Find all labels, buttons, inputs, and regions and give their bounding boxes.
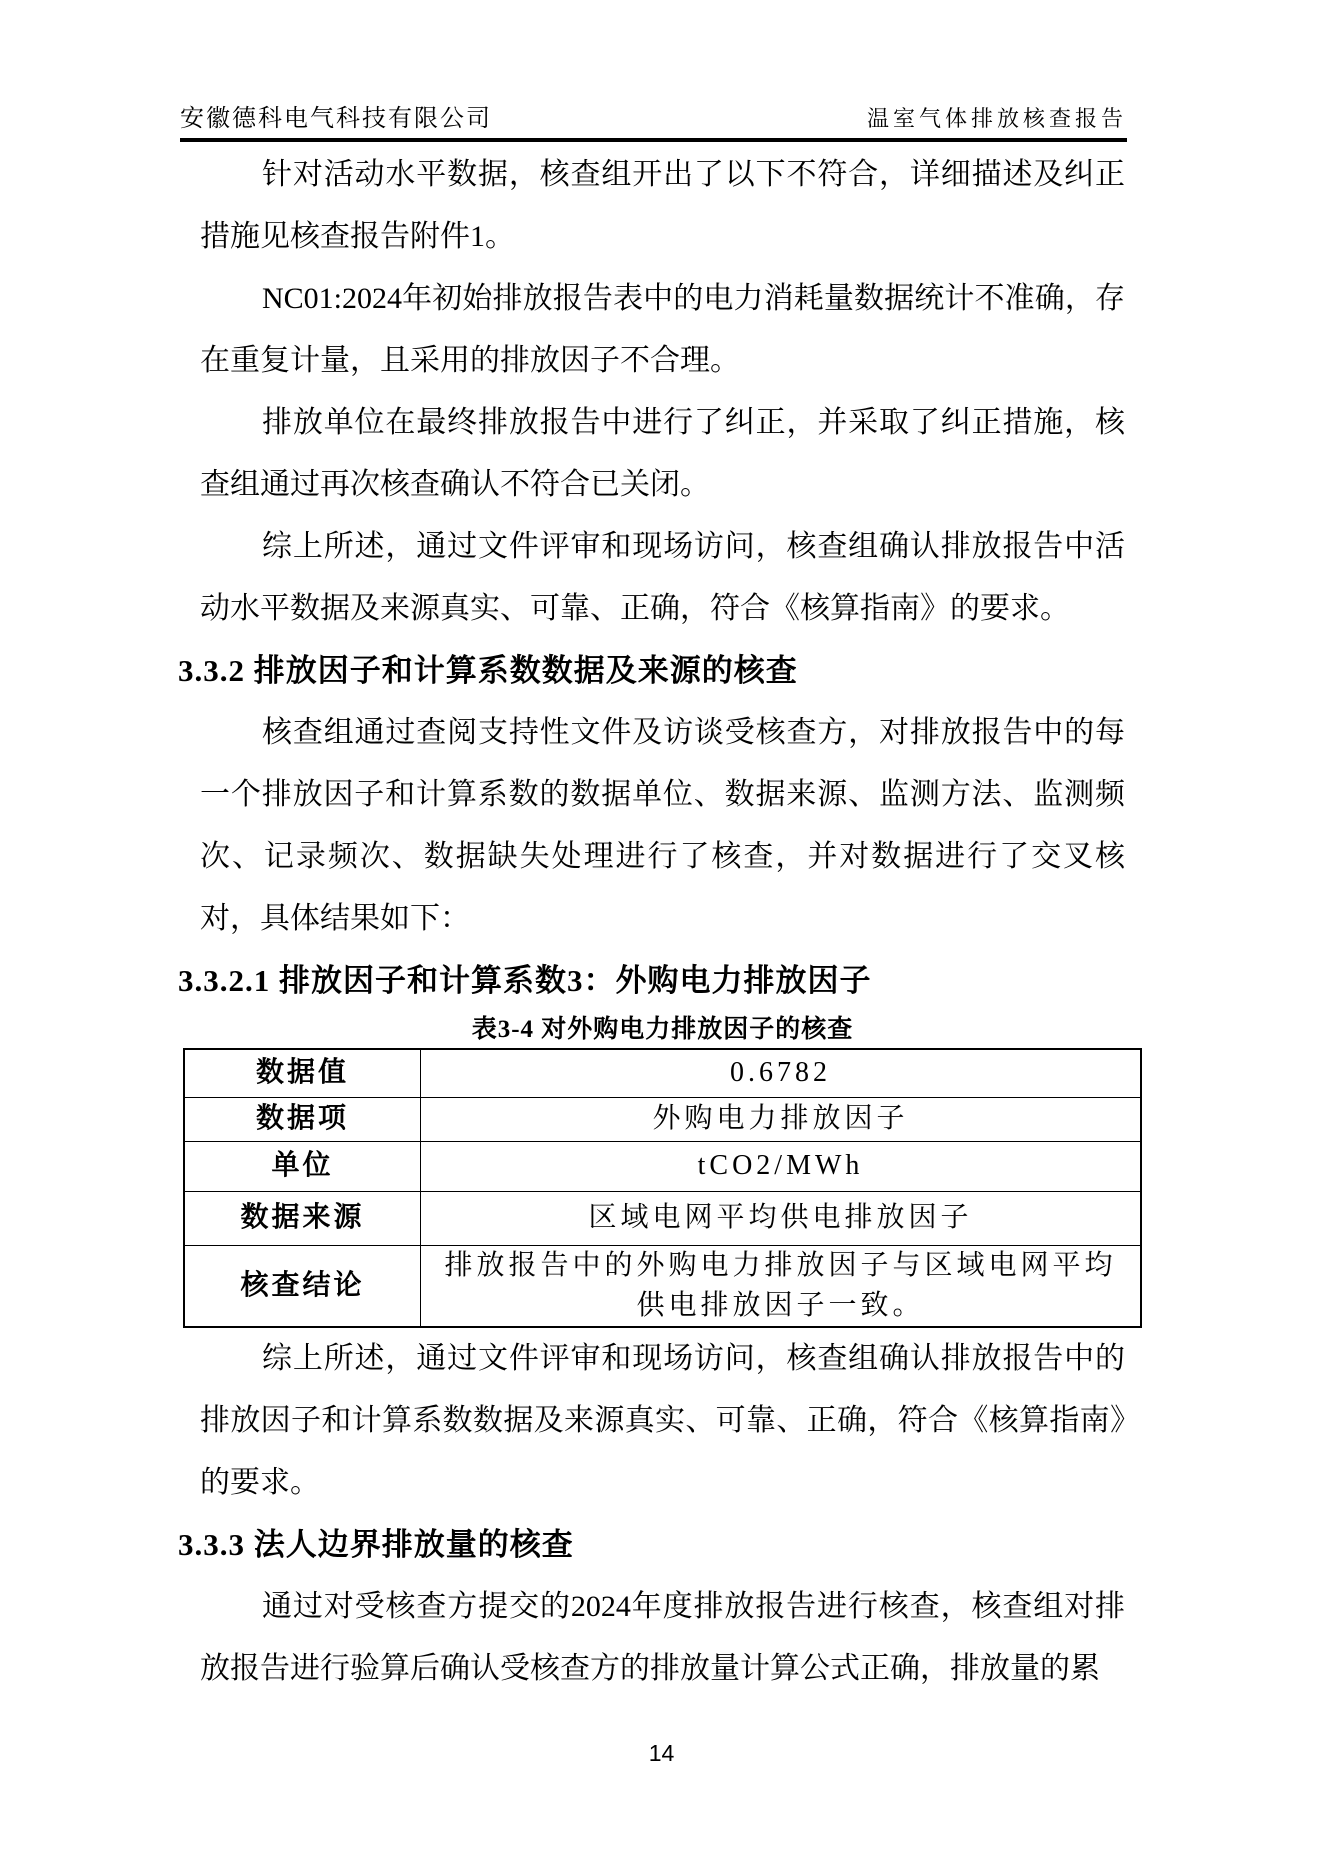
emission-factor-table xyxy=(183,1048,1142,1328)
page-header xyxy=(180,98,1127,142)
page-number: 14 xyxy=(648,1740,675,1766)
row-label-data-source: 数据来源 xyxy=(184,1191,421,1245)
page-body xyxy=(178,144,1125,1700)
row-value-data-value: 0.6782 xyxy=(421,1049,1142,1097)
table-caption: 表3-4 对外购电力排放因子的核查 xyxy=(471,1016,854,1043)
row-label-unit: 单位 xyxy=(184,1141,421,1191)
header-company-name: 安徽德科电气科技有限公司 xyxy=(180,106,492,132)
paragraph-factor-conclusion: 综上所述，通过文件评审和现场访问，核查组确认排放报告中的排放因子和计算系数数据及来源真实、可靠、正确，符合《核算指南》的要求。 xyxy=(200,1341,1125,1499)
table-row xyxy=(184,1097,1141,1141)
section-heading-3-3-2: 3.3.2 排放因子和计算系数数据及来源的核查 xyxy=(178,653,798,688)
table-row xyxy=(184,1245,1141,1327)
row-value-data-item: 外购电力排放因子 xyxy=(421,1097,1142,1141)
section-heading-3-3-2-1: 3.3.2.1 排放因子和计算系数3：外购电力排放因子 xyxy=(178,963,872,998)
table-row xyxy=(184,1049,1141,1097)
paragraph-factor-check: 核查组通过查阅支持性文件及访谈受核查方，对排放报告中的每一个排放因子和计算系数的数据单位、数据来源、监测方法、监测频次、记录频次、数据缺失处理进行了核查，并对数据进行了交叉核对，具体结果如下： xyxy=(200,716,1125,935)
header-doc-title: 温室气体排放核查报告 xyxy=(866,106,1127,131)
row-label-verification-conclusion: 核查结论 xyxy=(184,1245,421,1327)
row-value-data-source: 区域电网平均供电排放因子 xyxy=(421,1191,1142,1245)
paragraph-nc01: NC01:2024年初始排放报告表中的电力消耗量数据统计不准确，存在重复计量，且采用的排放因子不合理。 xyxy=(200,282,1125,377)
paragraph-boundary-emission: 通过对受核查方提交的2024年度排放报告进行核查，核查组对排放报告进行验算后确认受核查方的排放量计算公式正确，排放量的累 xyxy=(200,1589,1125,1685)
row-label-data-value: 数据值 xyxy=(184,1049,421,1097)
table-row xyxy=(184,1191,1141,1245)
row-value-verification-conclusion: 排放报告中的外购电力排放因子与区域电网平均供电排放因子一致。 xyxy=(421,1245,1142,1327)
paragraph-activity-conclusion: 综上所述，通过文件评审和现场访问，核查组确认排放报告中活动水平数据及来源真实、可靠、正确，符合《核算指南》的要求。 xyxy=(200,530,1125,625)
section-heading-3-3-3: 3.3.3 法人边界排放量的核查 xyxy=(178,1526,574,1562)
row-value-unit: tCO2/MWh xyxy=(421,1141,1142,1191)
paragraph-nonconformity-intro: 针对活动水平数据，核查组开出了以下不符合，详细描述及纠正措施见核查报告附件1。 xyxy=(200,158,1125,253)
paragraph-correction-closed: 排放单位在最终排放报告中进行了纠正，并采取了纠正措施，核查组通过再次核查确认不符合已关闭。 xyxy=(200,406,1125,501)
row-label-data-item: 数据项 xyxy=(184,1097,421,1141)
table-row xyxy=(184,1141,1141,1191)
